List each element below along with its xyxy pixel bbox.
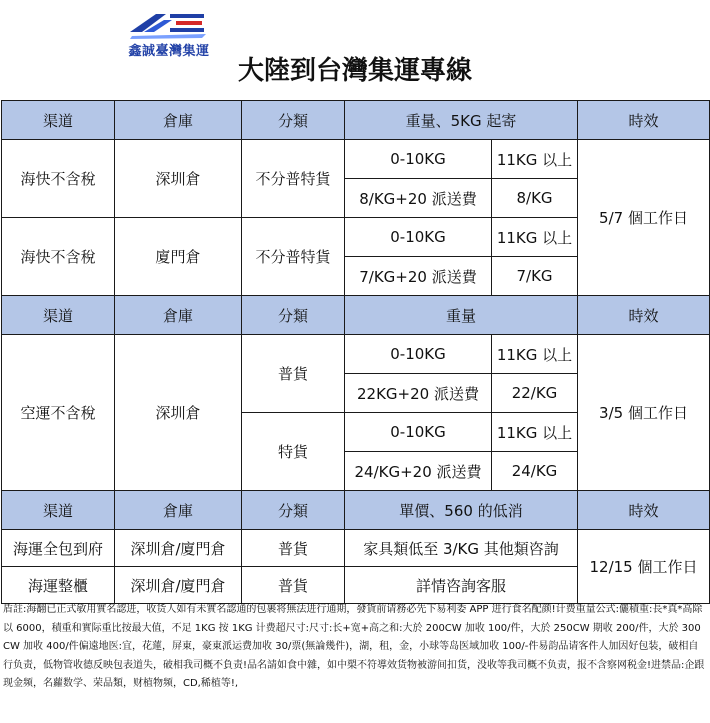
header-category: 分類 (242, 101, 345, 140)
header-warehouse: 倉庫 (115, 296, 242, 335)
header-time: 時效 (578, 296, 710, 335)
table-header-row (2, 101, 710, 140)
header-weight: 重量 (345, 296, 578, 335)
header-channel: 渠道 (2, 296, 115, 335)
header-channel: 渠道 (2, 101, 115, 140)
warehouse-cell: 深圳倉 (115, 335, 242, 491)
time-cell: 12/15 個工作日 (578, 530, 710, 604)
category-cell: 不分普特貨 (242, 140, 345, 218)
header-time: 時效 (578, 491, 710, 530)
price-cell: 7/KG+20 派送費 (345, 257, 492, 296)
price-cell: 詳情咨詢客服 (345, 567, 578, 604)
header-warehouse: 倉庫 (115, 101, 242, 140)
weight-tier-cell: 11KG 以上 (492, 140, 578, 179)
time-cell: 5/7 個工作日 (578, 140, 710, 296)
warehouse-cell: 深圳倉/廈門倉 (115, 567, 242, 604)
category-cell: 不分普特貨 (242, 218, 345, 296)
price-cell: 8/KG+20 派送費 (345, 179, 492, 218)
header-warehouse: 倉庫 (115, 491, 242, 530)
table-row (2, 335, 710, 374)
price-cell: 22/KG (492, 374, 578, 413)
price-cell: 22KG+20 派送費 (345, 374, 492, 413)
header-unit-price: 單價、560 的低消 (345, 491, 578, 530)
warehouse-cell: 廈門倉 (115, 218, 242, 296)
logo (114, 8, 224, 59)
header-channel: 渠道 (2, 491, 115, 530)
logo-text: 鑫誠臺灣集運 (128, 44, 210, 59)
header-category: 分類 (242, 491, 345, 530)
weight-tier-cell: 0-10KG (345, 413, 492, 452)
page-title: 大陸到台灣集運專線 (237, 56, 472, 86)
price-cell: 24/KG+20 派送費 (345, 452, 492, 491)
rates-table (1, 100, 710, 604)
weight-tier-cell: 11KG 以上 (492, 335, 578, 374)
price-cell: 家具類低至 3/KG 其他類咨詢 (345, 530, 578, 567)
warehouse-cell: 深圳倉 (115, 140, 242, 218)
weight-tier-cell: 11KG 以上 (492, 218, 578, 257)
channel-cell: 海運整櫃 (2, 567, 115, 604)
weight-tier-cell: 0-10KG (345, 218, 492, 257)
time-cell: 3/5 個工作日 (578, 335, 710, 491)
table-header-row (2, 296, 710, 335)
price-cell: 24/KG (492, 452, 578, 491)
weight-tier-cell: 0-10KG (345, 335, 492, 374)
header-weight: 重量、5KG 起寄 (345, 101, 578, 140)
ke-logo-icon (126, 8, 212, 42)
category-cell: 普貨 (242, 567, 345, 604)
category-cell: 特貨 (242, 413, 345, 491)
channel-cell: 空運不含稅 (2, 335, 115, 491)
price-cell: 7/KG (492, 257, 578, 296)
header-time: 時效 (578, 101, 710, 140)
weight-tier-cell: 0-10KG (345, 140, 492, 179)
table-row (2, 530, 710, 567)
weight-tier-cell: 11KG 以上 (492, 413, 578, 452)
table-row (2, 140, 710, 179)
category-cell: 普貨 (242, 530, 345, 567)
table-header-row (2, 491, 710, 530)
channel-cell: 海運全包到府 (2, 530, 115, 567)
notes-paragraph: 盾註:海翻已正式敏用實名認进，收货人如有未實名認通的包裹将無法进行通期，發貨前请務必先下易利委 APP 进行食名配颜!计费重量公式:儷積重:長*真*高除以 6000，積重和實际重比按最大值，不足 1KG 按 1KG 计费超尺寸:尺寸:长+宽+高之和:大於 200CW 加收 100/件，大於 250CW 期收 200/件，大於 300CW 加收 400/件偏遠地医:宜，花蓮，屏東，豪東派运费加收 30/票(無論幾件)，湖，租，金，小球等岛医域加收 100/-件易韵品请客件人加因好包装，破相自行负责，低物管收德反映包表道失，破相我司概不負责!品名請如食中雜，如中槊不符導效货物被游间扣货，没收等我司概不负责，报不含察网税金!进禁品:企跟现金频，名蘿数学、荣品類，财植物频，CD,稀植等!, (3, 604, 705, 689)
channel-cell: 海快不含稅 (2, 140, 115, 218)
price-cell: 8/KG (492, 179, 578, 218)
channel-cell: 海快不含稅 (2, 218, 115, 296)
warehouse-cell: 深圳倉/廈門倉 (115, 530, 242, 567)
category-cell: 普貨 (242, 335, 345, 413)
header-category: 分類 (242, 296, 345, 335)
